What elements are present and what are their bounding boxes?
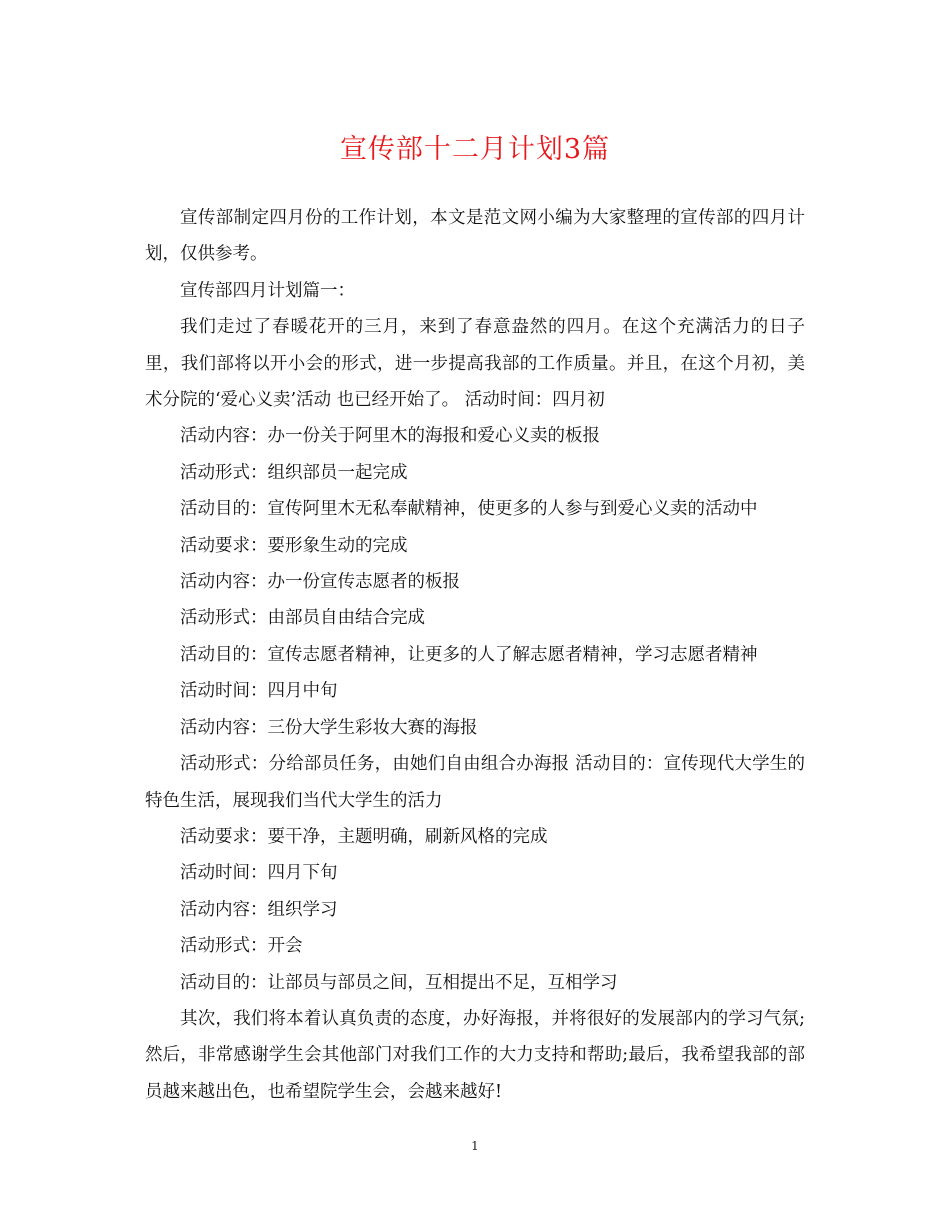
paragraph-activity-content: 活动内容：办一份宣传志愿者的板报	[180, 572, 460, 593]
paragraph-activity-time: 活动时间：四月中旬	[180, 681, 338, 702]
paragraph-activity-content: 活动内容：组织学习	[180, 899, 338, 920]
document-title: 宣传部十二月计划3篇	[339, 134, 611, 165]
paragraph-activity-content: 活动内容：办一份关于阿里木的海报和爱心义卖的板报	[180, 426, 600, 447]
paragraph-activity-time: 活动时间：四月下旬	[180, 863, 338, 884]
paragraph-activity-form: 活动形式：分给部员任务，由她们自由组合办海报 活动目的：宣传现代大学生的特色生活，展现我们当代大学生的活力	[145, 754, 805, 811]
paragraph-activity-goal: 活动目的：宣传阿里木无私奉献精神，使更多的人参与到爱心义卖的活动中	[180, 499, 758, 520]
paragraph-activity-form: 活动形式：组织部员一起完成	[180, 462, 408, 483]
document-body	[145, 200, 805, 1110]
paragraph-activity-content: 活动内容：三份大学生彩妆大赛的海报	[180, 717, 478, 738]
paragraph-opening: 我们走过了春暖花开的三月，来到了春意盎然的四月。在这个充满活力的日子里，我们部将以开小会的形式，进一步提高我部的工作质量。并且，在这个月初，美术分院的‘爱心义卖’活动 也已经开始了。 活动时间：四月初	[145, 317, 805, 411]
paragraph-activity-form: 活动形式：开会	[180, 936, 303, 957]
paragraph-intro: 宣传部制定四月份的工作计划，本文是范文网小编为大家整理的宣传部的四月计划，仅供参考。	[145, 208, 805, 265]
paragraph-section-heading: 宣传部四月计划篇一：	[180, 280, 355, 301]
paragraph-activity-requirement: 活动要求：要形象生动的完成	[180, 535, 408, 556]
paragraph-closing: 其次，我们将本着认真负责的态度，办好海报，并将很好的发展部内的学习气氛;然后，非常感谢学生会其他部门对我们工作的大力支持和帮助;最后，我希望我部的部员越来越出色，也希望院学生会，会越来越好!	[145, 1008, 805, 1102]
paragraph-activity-goal: 活动目的：宣传志愿者精神，让更多的人了解志愿者精神，学习志愿者精神	[180, 644, 758, 665]
page-number: 1	[471, 1139, 479, 1153]
paragraph-activity-requirement: 活动要求：要干净，主题明确，刷新风格的完成	[180, 826, 548, 847]
paragraph-activity-goal: 活动目的：让部员与部员之间，互相提出不足，互相学习	[180, 972, 618, 993]
paragraph-activity-form: 活动形式：由部员自由结合完成	[180, 608, 425, 629]
